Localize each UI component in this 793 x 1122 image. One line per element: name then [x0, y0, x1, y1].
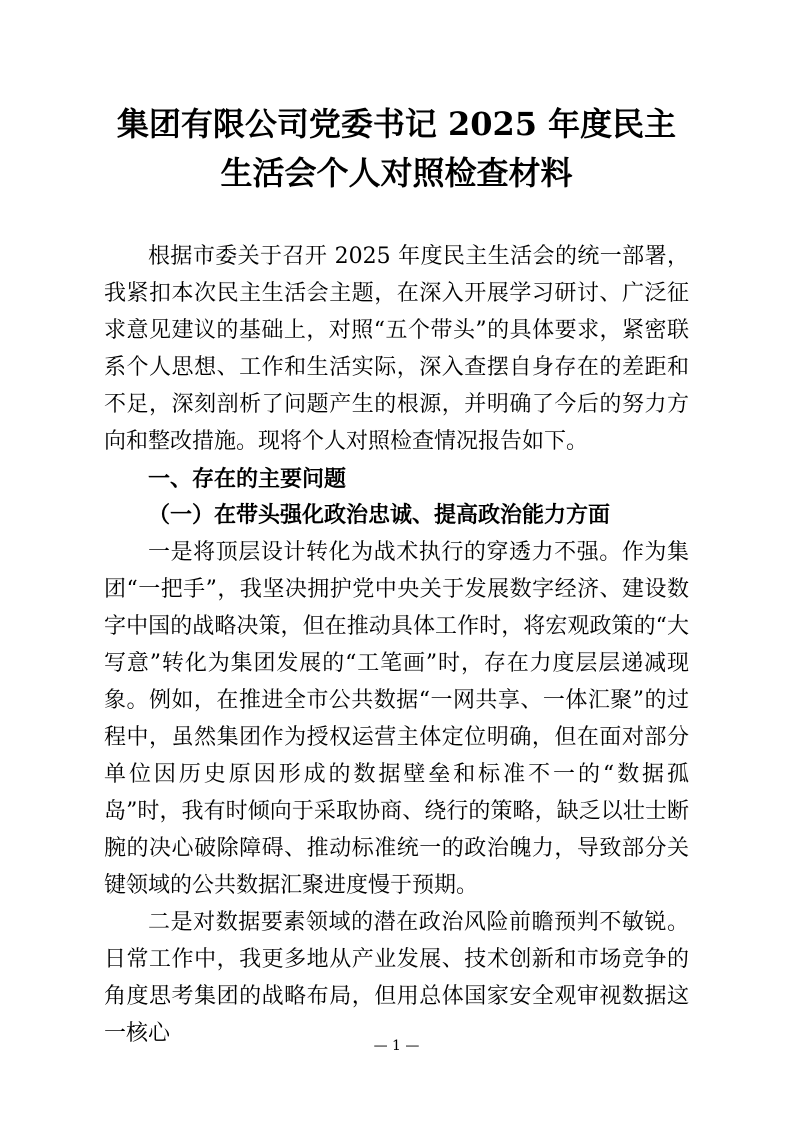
section-heading: 一、存在的主要问题	[148, 466, 347, 491]
intro-paragraph: 根据市委关于召开 2025 年度民主生活会的统一部署，我紧扣本次民主生活会主题，在深入开展学习研讨、广泛征求意见建议的基础上，对照“五个带头”的具体要求，紧密联系个人思想、工作和生活实际，深入查摆自身存在的差距和不足，深刻剖析了问题产生的根源，并明确了今后的努力方向和整改措施。现将个人对照检查情况报告如下。	[104, 244, 689, 454]
document-content	[104, 0, 689, 1052]
document-title: 集团有限公司党委书记 2025 年度民主生活会个人对照检查材料	[116, 105, 677, 192]
page-number: — 1 —	[373, 1038, 420, 1054]
point-1-paragraph: 一是将顶层设计转化为战术执行的穿透力不强。作为集团“一把手”，我坚决拥护党中央关于发展数字经济、建设数字中国的战略决策，但在推动具体工作时，将宏观政策的“大写意”转化为集团发展的“工笔画”时，存在力度层层递减现象。例如，在推进全市公共数据“一网共享、一体汇聚”的过程中，虽然集团作为授权运营主体定位明确，但在面对部分单位因历史原因形成的数据壁垒和标准不一的“数据孤岛”时，我有时倾向于采取协商、绕行的策略，缺乏以壮士断腕的决心破除障碍、推动标准统一的政治魄力，导致部分关键领域的公共数据汇聚进度慢于预期。	[104, 540, 689, 898]
point-2-paragraph: 二是对数据要素领域的潜在政治风险前瞻预判不敏锐。日常工作中，我更多地从产业发展、技术创新和市场竞争的角度思考集团的战略布局，但用总体国家安全观审视数据这一核心	[104, 910, 689, 1046]
sub-heading: （一）在带头强化政治忠诚、提高政治能力方面	[148, 502, 611, 528]
